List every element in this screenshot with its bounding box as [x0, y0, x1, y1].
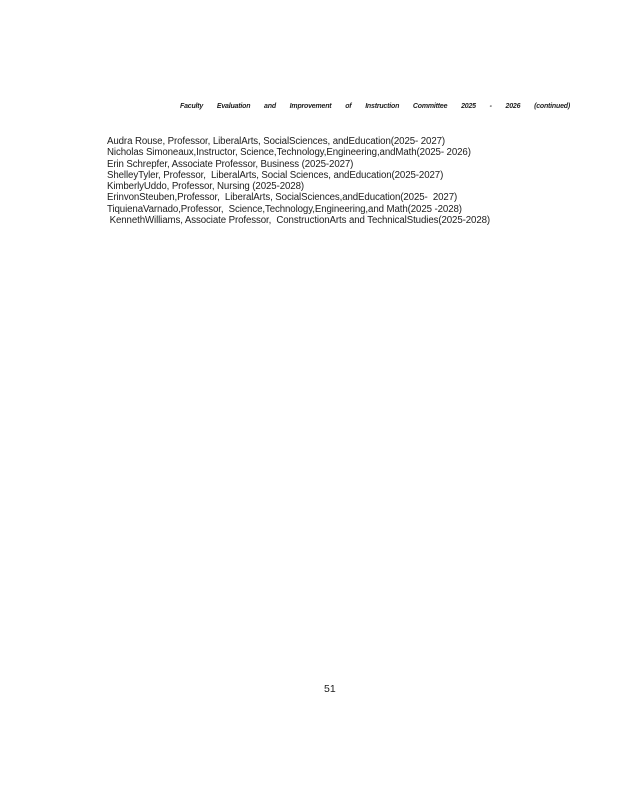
committee-member-line: Audra Rouse, Professor, LiberalArts, SocialSciences, andEducation(2025- 2027) — [107, 136, 446, 147]
committee-member-line: ShelleyTyler, Professor, LiberalArts, Social Sciences, andEducation(2025-2027) — [107, 169, 444, 181]
committee-member-line: Nicholas Simoneaux,Instructor, Science,Technology,Engineering,andMath(2025- 2026) — [107, 147, 471, 159]
page-number: 51 — [324, 683, 336, 695]
committee-header-word: Committee — [412, 103, 448, 110]
committee-header-word: - — [489, 103, 492, 110]
committee-member-line: KimberlyUddo, Professor, Nursing (2025-2028) — [107, 181, 304, 193]
committee-member-line: TiquienaVarnado,Professor, Science,Technology,Engineering,and Math(2025 -2028) — [107, 203, 462, 215]
committee-header-word: 2026 — [505, 103, 521, 110]
committee-member-list — [107, 136, 567, 226]
committee-header-word: and — [264, 103, 276, 110]
committee-member-line: ErinvonSteuben,Professor, LiberalArts, SocialSciences,andEducation(2025- 2027) — [107, 192, 458, 204]
committee-header-word: of — [345, 103, 352, 110]
committee-header-word: Faculty — [180, 103, 204, 110]
committee-member-line: Erin Schrepfer, Associate Professor, Business (2025-2027) — [107, 158, 354, 170]
committee-header — [180, 103, 570, 110]
committee-header-word: 2025 — [461, 103, 476, 110]
committee-member-line: KennethWilliams, Associate Professor, ConstructionArts and TechnicalStudies(2025-2028) — [107, 215, 491, 227]
committee-header-word: Improvement — [289, 103, 332, 110]
committee-header-word: Evaluation — [216, 103, 251, 110]
committee-header-word: Instruction — [365, 103, 400, 110]
committee-header-word: (continued) — [534, 103, 570, 110]
